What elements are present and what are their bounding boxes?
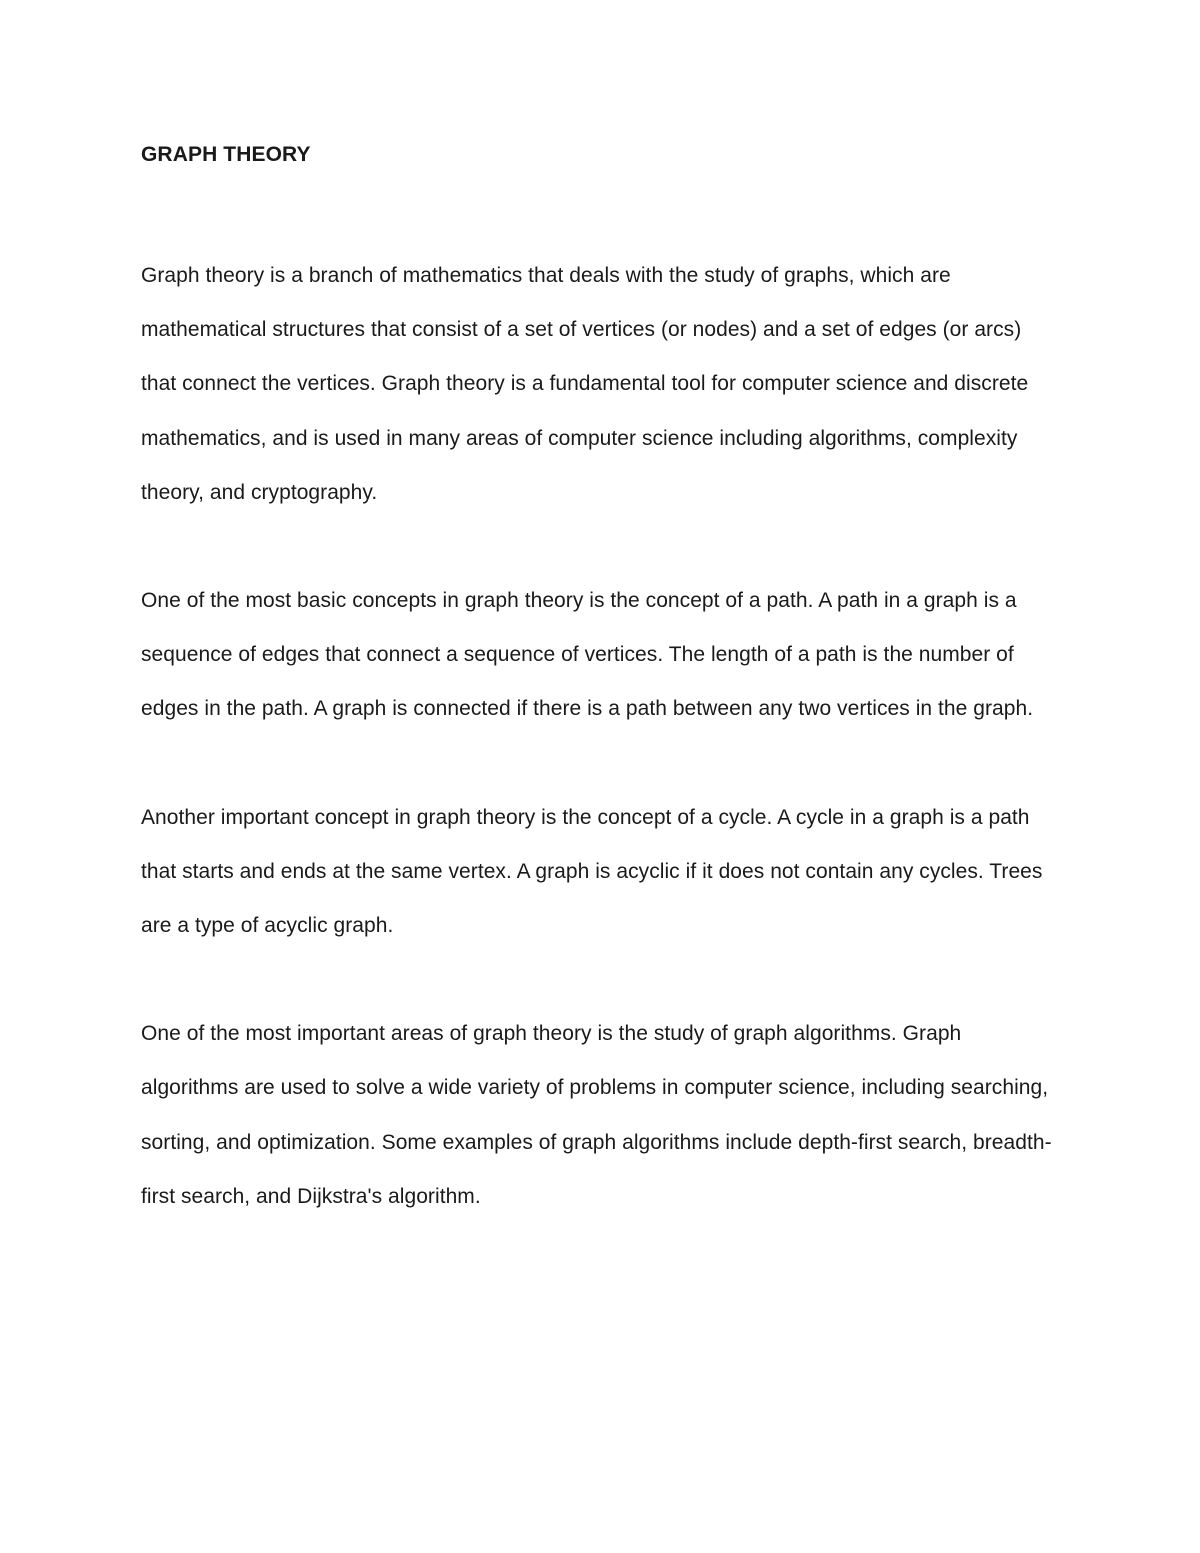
- paragraph-cycles: Another important concept in graph theory is the concept of a cycle. A cycle in a graph is a path that starts and ends at the same vertex. A graph is acyclic if it does not contain any cycles. Trees are a type of acyclic graph.: [141, 805, 1043, 938]
- document-title: GRAPH THEORY: [141, 143, 311, 166]
- document-body: [141, 140, 1061, 1224]
- paragraph-algorithms: One of the most important areas of graph theory is the study of graph algorithms. Graph algorithms are used to solve a wide variety of problems in computer science, including searching, sorting, and optimization. Some examples of graph algorithms include depth-first search, breadth-first search, and Dijkstra's algorithm.: [141, 1022, 1052, 1208]
- paragraph-paths: One of the most basic concepts in graph theory is the concept of a path. A path in a graph is a sequence of edges that connect a sequence of vertices. The length of a path is the number of edges in the path. A graph is connected if there is a path between any two vertices in the graph.: [141, 589, 1034, 721]
- paragraph-intro: Graph theory is a branch of mathematics that deals with the study of graphs, which are mathematical structures that consist of a set of vertices (or nodes) and a set of edges (or arcs) that connect the vertices. Graph theory is a fundamental tool for computer science and discrete mathematics, and is used in many areas of computer science including algorithms, complexity theory, and cryptography.: [141, 264, 1029, 504]
